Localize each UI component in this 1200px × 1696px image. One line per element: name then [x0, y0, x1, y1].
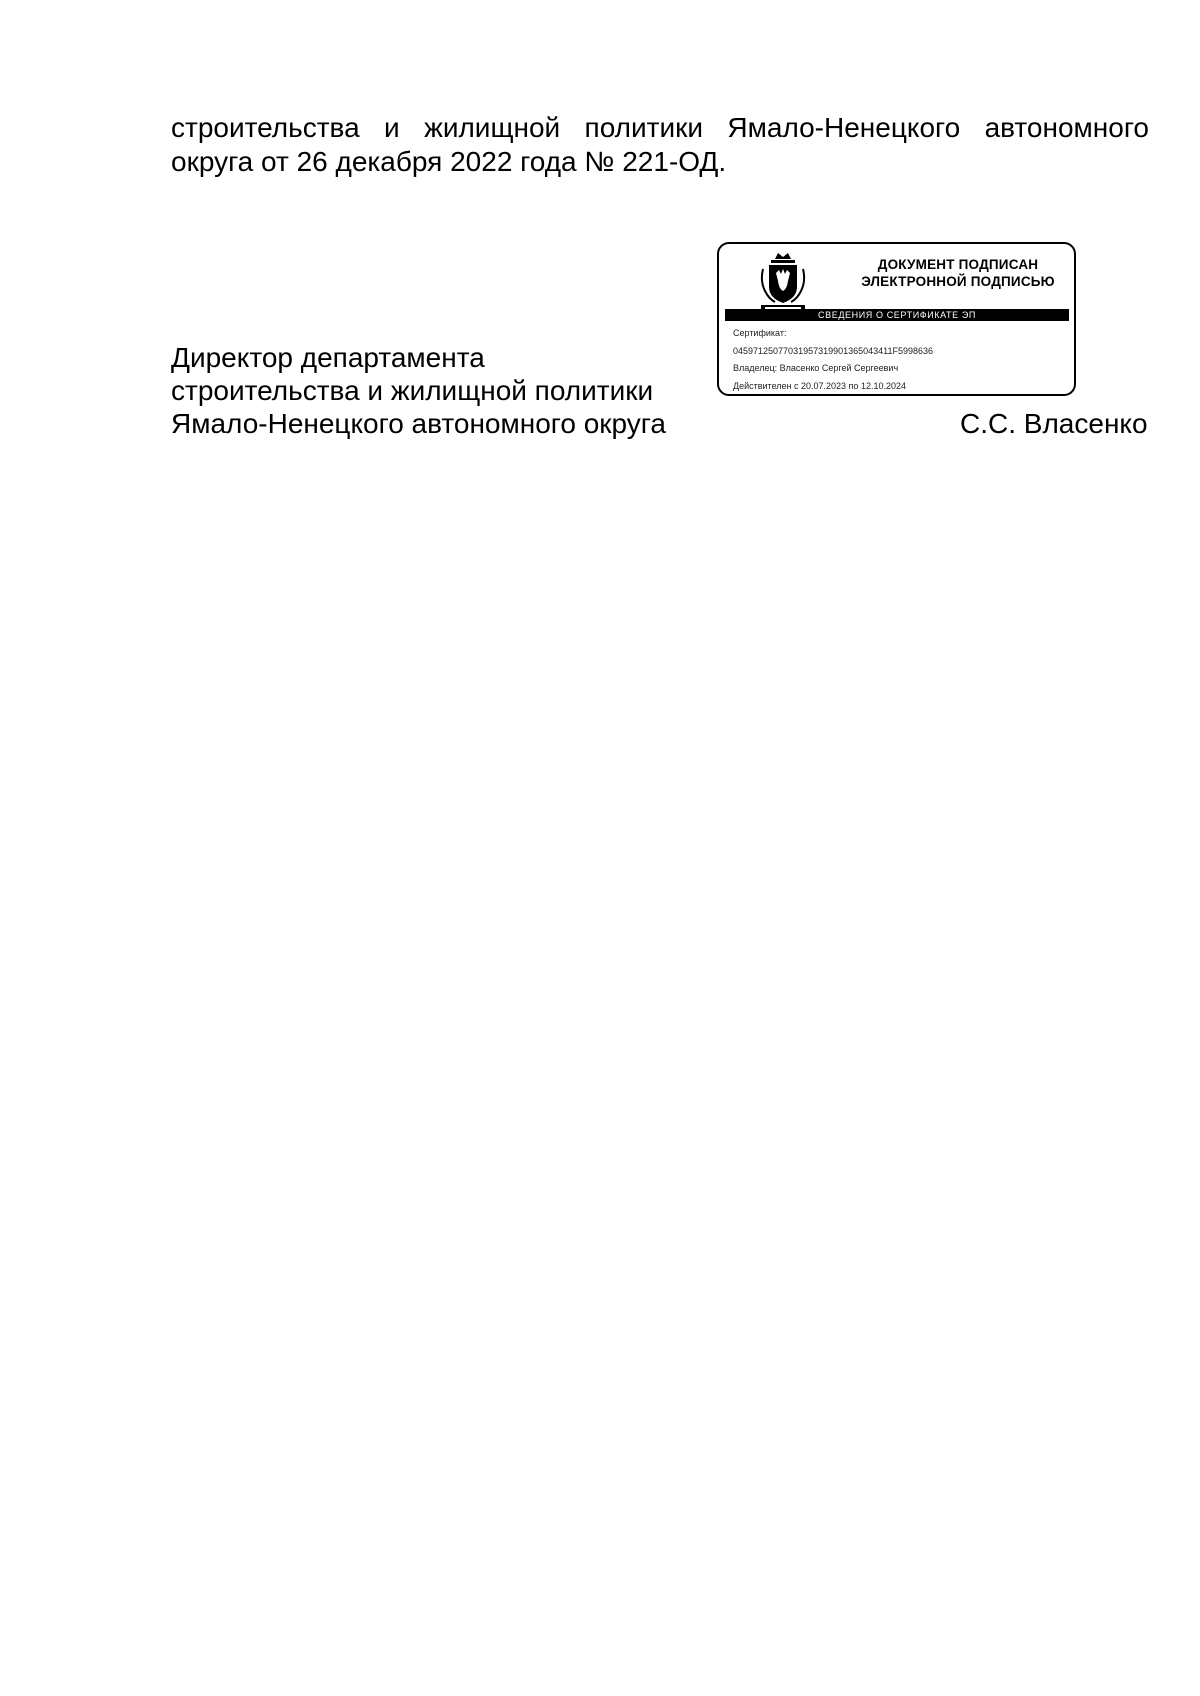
signer-position — [171, 341, 666, 440]
signer-name: С.С. Власенко — [960, 408, 1148, 439]
stamp-title-line: ДОКУМЕНТ ПОДПИСАН — [877, 257, 1039, 272]
body-paragraph: строительства и жилищной политики Ямало-Ненецкого автономного округа от 26 декабря 2022 года № 221-ОД. — [171, 112, 1149, 177]
stamp-certificate-bar: СВЕДЕНИЯ О СЕРТИФИКАТЕ ЭП — [725, 309, 1069, 321]
stamp-owner: Владелец: Власенко Сергей Сергеевич — [733, 363, 899, 373]
stamp-certificate-number: 04597125077031957319901365043411F5998636 — [733, 345, 934, 356]
signer-position-line: Директор департамента — [171, 342, 485, 373]
stamp-certificate-label: Сертификат: — [733, 328, 787, 338]
signer-position-line: строительства и жилищной политики — [171, 375, 654, 406]
stamp-title-line: ЭЛЕКТРОННОЙ ПОДПИСЬЮ — [861, 274, 1055, 289]
stamp-title — [847, 256, 1069, 290]
signer-position-line: Ямало-Ненецкого автономного округа — [171, 408, 666, 439]
stamp-validity: Действителен с 20.07.2023 по 12.10.2024 — [733, 380, 906, 391]
coat-of-arms-emblem-icon — [757, 251, 809, 313]
stamp-details — [733, 325, 1069, 395]
electronic-signature-stamp — [717, 242, 1076, 396]
